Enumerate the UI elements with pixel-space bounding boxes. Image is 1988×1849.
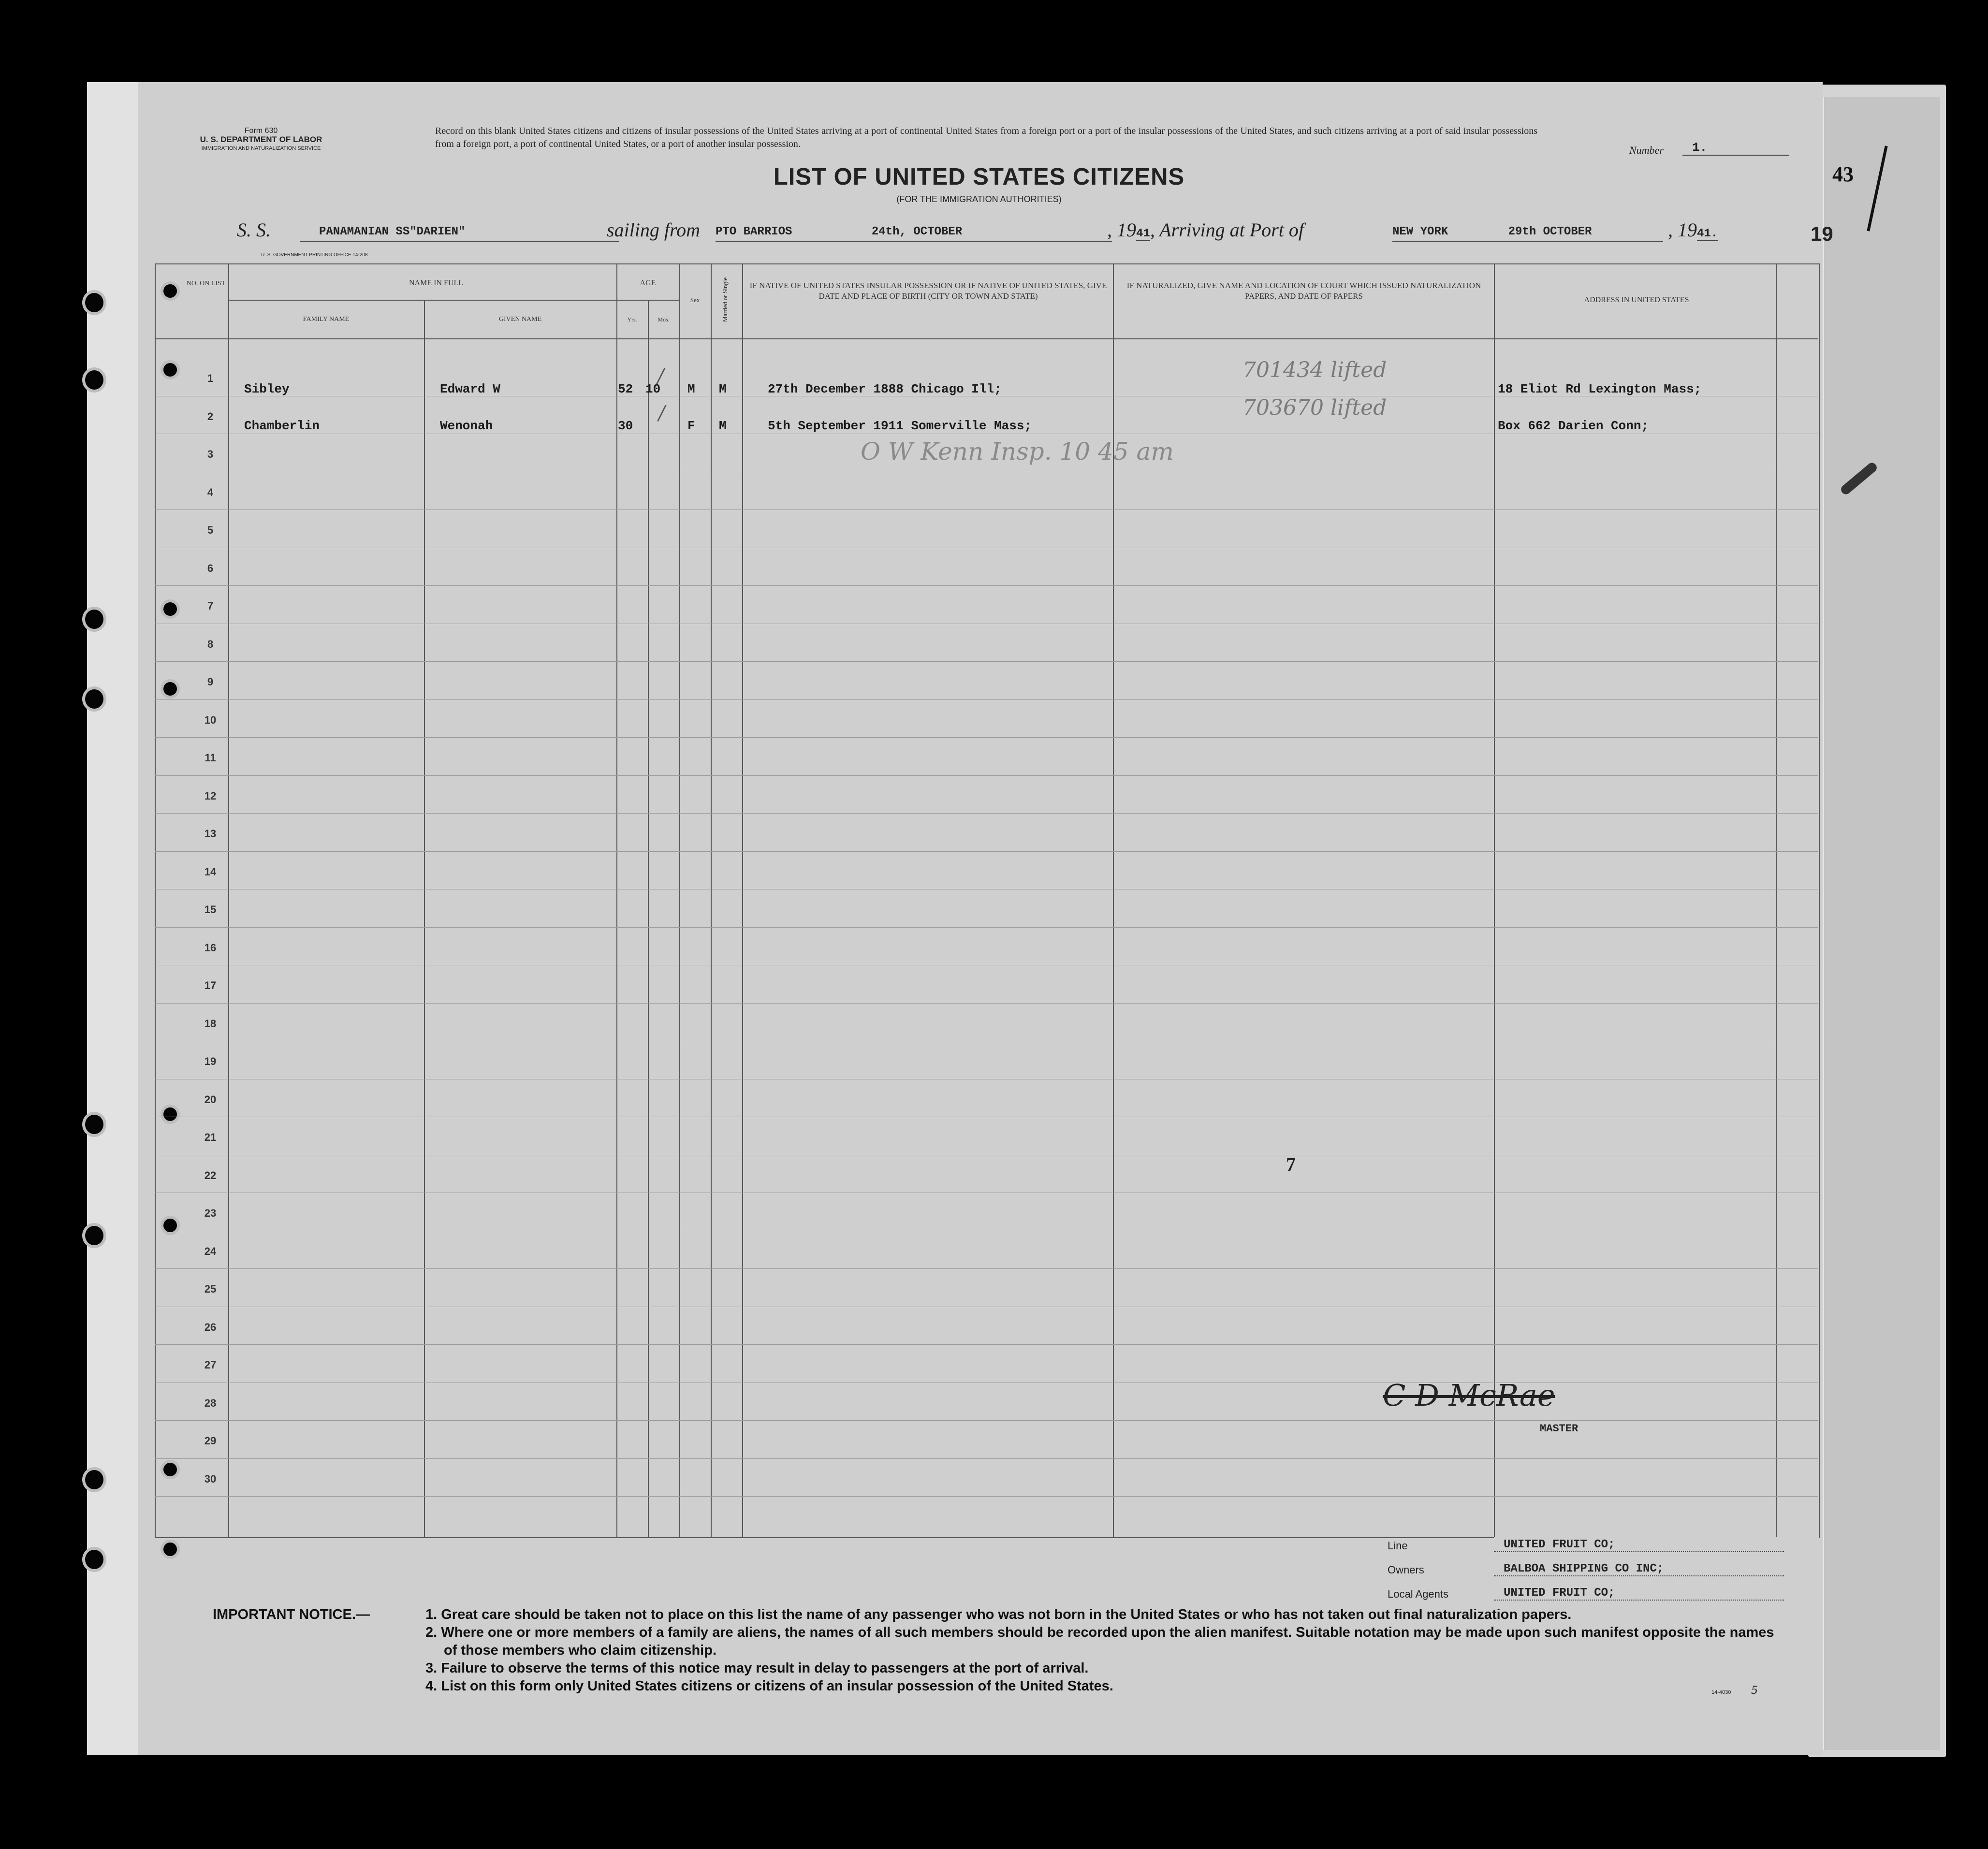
punch-hole bbox=[82, 367, 106, 393]
header-age: AGE bbox=[640, 279, 656, 287]
form-title: LIST OF UNITED STATES CITIZENS bbox=[773, 164, 1185, 190]
us-address: 18 Eliot Rd Lexington Mass; bbox=[1498, 382, 1702, 396]
column-rule bbox=[679, 263, 680, 1537]
agents-value: UNITED FRUIT CO; bbox=[1494, 1587, 1784, 1601]
owners-label: Owners bbox=[1388, 1564, 1424, 1576]
row-rule bbox=[155, 1458, 1818, 1459]
row-number: 10 bbox=[204, 714, 217, 726]
punch-hole bbox=[82, 290, 106, 315]
row-rule bbox=[155, 1268, 1818, 1269]
column-rule bbox=[1494, 263, 1495, 1537]
notice-heading: IMPORTANT NOTICE.— bbox=[213, 1607, 370, 1622]
row-rule bbox=[155, 1420, 1818, 1421]
row-rule bbox=[155, 775, 1818, 776]
form-identifier bbox=[184, 127, 338, 153]
footer-mark: 5 bbox=[1751, 1685, 1758, 1697]
age-months: 10 bbox=[645, 382, 661, 396]
column-rule bbox=[228, 263, 229, 1537]
departure-year-line: , 1941, Arriving at Port of bbox=[1107, 219, 1304, 241]
row-number: 11 bbox=[205, 752, 216, 764]
row-number: 23 bbox=[204, 1207, 217, 1219]
punch-hole bbox=[82, 686, 106, 712]
year-prefix: 19 bbox=[1678, 219, 1697, 241]
header-divider bbox=[155, 338, 1818, 339]
departure-port-field bbox=[716, 225, 1112, 242]
department-name: U. S. DEPARTMENT OF LABOR bbox=[200, 135, 322, 144]
family-name: Sibley bbox=[244, 382, 290, 396]
arrival-port: NEW YORK bbox=[1392, 225, 1448, 238]
row-number: 7 bbox=[207, 600, 214, 612]
punch-hole bbox=[82, 1112, 106, 1137]
row-number: 27 bbox=[204, 1359, 217, 1371]
row-number: 22 bbox=[204, 1169, 217, 1181]
arrival-port-field bbox=[1392, 225, 1663, 242]
header-birth: IF NATIVE OF UNITED STATES INSULAR POSSESSION OR IF NATIVE OF UNITED STATES, GIVE DATE AND PLACE OF BIRTH (CITY OR TOWN AND STATE) bbox=[749, 281, 1107, 301]
punch-hole bbox=[161, 1540, 180, 1559]
row-rule bbox=[155, 813, 1818, 814]
row-rule bbox=[155, 1003, 1818, 1004]
marital-status: M bbox=[719, 382, 727, 396]
row-rule bbox=[155, 851, 1818, 852]
naturalization-note: 701434 lifted bbox=[1242, 358, 1387, 382]
column-rule bbox=[424, 300, 425, 1537]
year-prefix: 19 bbox=[1117, 219, 1136, 241]
ss-label: S. S. bbox=[237, 219, 271, 241]
row-number: 2 bbox=[207, 410, 214, 422]
row-rule bbox=[155, 737, 1818, 738]
row-number: 29 bbox=[204, 1435, 217, 1447]
arriving-label: , Arriving at Port of bbox=[1150, 219, 1304, 241]
number-label: Number bbox=[1629, 144, 1664, 156]
form-instructions: Record on this blank United States citizens and citizens of insular possessions of the United States arriving at a port of continental United States from a foreign port or a port of the insular possessions of the United States, and such citizens arriving at a port of said insular possessions from a foreign port, a port of continental United States, or a port of another insular possession. bbox=[435, 126, 1537, 149]
birth-details: 5th September 1911 Somerville Mass; bbox=[768, 419, 1032, 433]
row-number: 3 bbox=[207, 448, 214, 460]
birth-details: 27th December 1888 Chicago Ill; bbox=[768, 382, 1002, 396]
row-number: 8 bbox=[207, 638, 214, 650]
given-name: Wenonah bbox=[440, 419, 493, 433]
row-number: 26 bbox=[204, 1321, 217, 1333]
column-rule bbox=[1776, 263, 1777, 1537]
given-name: Edward W bbox=[440, 382, 500, 396]
row-number: 20 bbox=[204, 1093, 217, 1106]
row-number: 1 bbox=[207, 372, 214, 384]
sailing-label: sailing from bbox=[607, 219, 700, 241]
header-naturalization: IF NATURALIZED, GIVE NAME AND LOCATION OF COURT WHICH ISSUED NATURALIZATION PAPERS, AND DATE OF PAPERS bbox=[1126, 281, 1481, 301]
row-number: 25 bbox=[204, 1283, 217, 1295]
sex: M bbox=[687, 382, 695, 396]
page-number: 19 bbox=[1811, 222, 1833, 245]
master-label: MASTER bbox=[1540, 1423, 1579, 1435]
header-address: ADDRESS IN UNITED STATES bbox=[1584, 296, 1689, 304]
row-number: 24 bbox=[204, 1245, 217, 1257]
notice-item: 4. List on this form only United States citizens or citizens of an insular possession of the United States. bbox=[425, 1678, 1113, 1694]
line-value: UNITED FRUIT CO; bbox=[1494, 1538, 1784, 1552]
us-address: Box 662 Darien Conn; bbox=[1498, 419, 1649, 433]
row-number: 15 bbox=[204, 903, 217, 916]
row-number: 12 bbox=[204, 790, 217, 802]
punch-hole bbox=[82, 1547, 106, 1572]
table-bottom bbox=[155, 1537, 1494, 1538]
owners-value: BALBOA SHIPPING CO INC; bbox=[1494, 1562, 1784, 1576]
row-number: 18 bbox=[204, 1018, 217, 1030]
printer-imprint: U. S. GOVERNMENT PRINTING OFFICE 14-208 bbox=[261, 252, 368, 258]
row-number: 9 bbox=[207, 676, 214, 688]
footer-code: 14-4030 bbox=[1711, 1689, 1731, 1695]
ship-name: PANAMANIAN SS"DARIEN" bbox=[300, 225, 619, 242]
header-months: Mos. bbox=[658, 316, 670, 323]
row-number: 16 bbox=[204, 942, 217, 954]
row-number: 6 bbox=[207, 562, 214, 574]
page-tally-mark: 43 bbox=[1832, 162, 1854, 186]
header-name-in-full: NAME IN FULL bbox=[409, 279, 463, 287]
service-name: IMMIGRATION AND NATURALIZATION SERVICE bbox=[201, 146, 321, 151]
stray-mark: 7 bbox=[1286, 1153, 1296, 1175]
header-given-name: GIVEN NAME bbox=[498, 316, 542, 323]
departure-date: 24th, OCTOBER bbox=[871, 225, 963, 238]
marital-status: M bbox=[719, 419, 727, 433]
row-number: 5 bbox=[207, 524, 214, 536]
row-rule bbox=[155, 585, 1818, 586]
notice-item: 2. Where one or more members of a family are aliens, the names of all such members should be recorded upon the alien manifest. Suitable notation may be made upon such manifest opposite the names of those members who claim citizenship. bbox=[425, 1625, 1774, 1658]
naturalization-note: 703670 lifted bbox=[1242, 395, 1387, 420]
row-rule bbox=[155, 699, 1818, 700]
row-rule bbox=[155, 1496, 1818, 1497]
check-mark: / bbox=[658, 365, 664, 387]
header-years: Yrs. bbox=[627, 316, 637, 323]
binding-margin bbox=[87, 82, 138, 1755]
row-number: 4 bbox=[207, 486, 214, 498]
column-rule bbox=[616, 263, 617, 1537]
row-number: 19 bbox=[204, 1055, 217, 1067]
header-no-on-list: NO. ON LIST bbox=[186, 280, 226, 287]
punch-hole bbox=[82, 1467, 106, 1492]
name-header-divider bbox=[228, 300, 644, 301]
row-number: 28 bbox=[204, 1397, 217, 1409]
punch-hole bbox=[82, 1223, 106, 1248]
header-sex: Sex bbox=[690, 296, 700, 304]
notice-list bbox=[425, 1606, 1789, 1695]
master-signature: C D McRae bbox=[1383, 1378, 1555, 1413]
age-years: 30 bbox=[618, 419, 633, 433]
row-number: 17 bbox=[204, 979, 217, 991]
form-number: Form 630 bbox=[244, 127, 278, 135]
form-subtitle: (FOR THE IMMIGRATION AUTHORITIES) bbox=[896, 194, 1062, 204]
row-rule bbox=[155, 1344, 1818, 1345]
number-value: 1. bbox=[1682, 140, 1789, 156]
inspector-note: O W Kenn Insp. 10 45 am bbox=[861, 437, 1174, 466]
line-label: Line bbox=[1388, 1540, 1408, 1552]
agents-label: Local Agents bbox=[1388, 1588, 1448, 1600]
arrival-date: 29th OCTOBER bbox=[1508, 225, 1592, 238]
row-rule bbox=[155, 661, 1818, 662]
row-rule bbox=[155, 927, 1818, 928]
family-name: Chamberlin bbox=[244, 419, 320, 433]
column-rule bbox=[648, 300, 649, 1537]
departure-year: 41 bbox=[1136, 227, 1150, 240]
row-number: 21 bbox=[204, 1131, 217, 1143]
row-number: 13 bbox=[204, 828, 217, 840]
punch-hole bbox=[82, 607, 106, 632]
row-number: 14 bbox=[204, 866, 217, 878]
sex: F bbox=[687, 419, 695, 433]
header-married-single: Married or Single bbox=[721, 277, 729, 322]
row-number: 30 bbox=[204, 1473, 217, 1485]
notice-item: 1. Great care should be taken not to place on this list the name of any passenger who was not born in the United States or who has not taken out final naturalization papers. bbox=[425, 1607, 1572, 1622]
age-years: 52 bbox=[618, 382, 633, 396]
underlying-sheet-edge bbox=[1823, 97, 1940, 1750]
column-rule bbox=[711, 263, 712, 1537]
departure-port: PTO BARRIOS bbox=[716, 225, 792, 238]
column-rule bbox=[742, 263, 743, 1537]
arrival-year: 41. bbox=[1697, 227, 1718, 240]
notice-item: 3. Failure to observe the terms of this notice may result in delay to passengers at the port of arrival. bbox=[425, 1660, 1089, 1676]
check-mark: / bbox=[658, 402, 665, 424]
arrival-year-line: , 1941. bbox=[1668, 219, 1718, 241]
header-family-name: FAMILY NAME bbox=[303, 316, 350, 323]
